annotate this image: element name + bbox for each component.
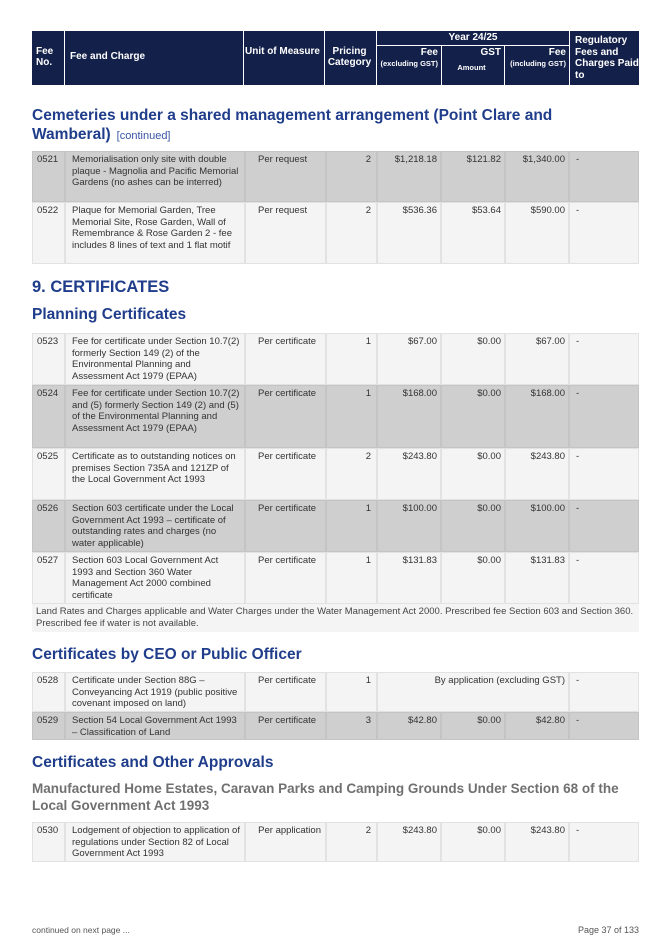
fee-no: 0527 bbox=[32, 552, 65, 604]
unit-of-measure: Per certificate bbox=[245, 552, 326, 604]
fee-incl-gst: $168.00 bbox=[505, 385, 569, 448]
regulatory-paid-to: - bbox=[569, 712, 639, 740]
regulatory-paid-to: - bbox=[569, 333, 639, 385]
gst-amount: $0.00 bbox=[441, 385, 505, 448]
header-year-group bbox=[377, 31, 569, 85]
gst-amount: $0.00 bbox=[441, 712, 505, 740]
fee-description: Certificate under Section 88G – Conveyancing Act 1919 (public positive covenant imposed on land) bbox=[65, 672, 245, 712]
unit-of-measure: Per certificate bbox=[245, 448, 326, 500]
header-gst-label: GST bbox=[480, 47, 501, 58]
unit-of-measure: Per certificate bbox=[245, 333, 326, 385]
table-row bbox=[32, 385, 639, 448]
unit-of-measure: Per request bbox=[245, 151, 326, 202]
fee-description: Section 603 certificate under the Local Government Act 1993 – certificate of outstanding rates and charges (no water applicable) bbox=[65, 500, 245, 552]
table-row bbox=[32, 672, 639, 712]
fee-description: Memorialisation only site with double plaque - Magnolia and Pacific Memorial Gardens (no ashes can be interred) bbox=[65, 151, 245, 202]
fee-description: Lodgement of objection to application of regulations under Section 82 of Local Government Act 1993 bbox=[65, 822, 245, 862]
table-row bbox=[32, 448, 639, 500]
fee-description: Fee for certificate under Section 10.7(2) formerly Section 149 (2) of the Environmental Planning and Assessment Act 1979 (EPAA) bbox=[65, 333, 245, 385]
regulatory-paid-to: - bbox=[569, 552, 639, 604]
header-pricing-category: Pricing Category bbox=[325, 31, 376, 85]
header-fee-incl-label: Fee bbox=[548, 47, 566, 58]
table-row bbox=[32, 202, 639, 264]
footer-continued: continued on next page ... bbox=[32, 925, 130, 935]
gst-amount: $0.00 bbox=[441, 448, 505, 500]
regulatory-paid-to: - bbox=[569, 500, 639, 552]
table-row bbox=[32, 552, 639, 604]
section-title-certificates: 9. CERTIFICATES bbox=[32, 278, 170, 296]
fee-no: 0525 bbox=[32, 448, 65, 500]
fee-description: Section 54 Local Government Act 1993 – Classification of Land bbox=[65, 712, 245, 740]
fee-no: 0526 bbox=[32, 500, 65, 552]
table-row bbox=[32, 712, 639, 740]
table-row bbox=[32, 151, 639, 202]
pricing-category: 1 bbox=[326, 333, 377, 385]
fee-no: 0523 bbox=[32, 333, 65, 385]
header-fee-excl-sub: (excluding GST) bbox=[380, 59, 438, 68]
pricing-category: 3 bbox=[326, 712, 377, 740]
header-fee-excl-label: Fee bbox=[420, 47, 438, 58]
fee-excl-gst: $131.83 bbox=[377, 552, 441, 604]
header-fee-and-charge: Fee and Charge bbox=[65, 31, 243, 85]
subsection-title-ceo: Certificates by CEO or Public Officer bbox=[32, 646, 302, 663]
pricing-category: 2 bbox=[326, 202, 377, 264]
regulatory-paid-to: - bbox=[569, 385, 639, 448]
fee-incl-gst: $100.00 bbox=[505, 500, 569, 552]
header-gst bbox=[442, 46, 504, 85]
header-fee-no: Fee No. bbox=[32, 31, 64, 85]
gst-amount: $121.82 bbox=[441, 151, 505, 202]
header-regulatory: Regulatory Fees and Charges Paid to bbox=[570, 31, 639, 85]
unit-of-measure: Per request bbox=[245, 202, 326, 264]
continued-label: [continued] bbox=[116, 130, 171, 142]
subsection-title-other-approvals: Certificates and Other Approvals bbox=[32, 754, 274, 771]
section-title-cemeteries-text: Cemeteries under a shared management arrangement (Point Clare and Wamberal) bbox=[32, 107, 553, 143]
fee-description: Section 603 Local Government Act 1993 and Section 360 Water Management Act 2000 combined certificate bbox=[65, 552, 245, 604]
fee-excl-gst: $243.80 bbox=[377, 448, 441, 500]
pricing-category: 2 bbox=[326, 822, 377, 862]
regulatory-paid-to: - bbox=[569, 448, 639, 500]
gst-amount: $0.00 bbox=[441, 500, 505, 552]
regulatory-paid-to: - bbox=[569, 202, 639, 264]
unit-of-measure: Per certificate bbox=[245, 712, 326, 740]
fee-description: Fee for certificate under Section 10.7(2) and (5) formerly Section 149 (2) and (5) of the Environmental Planning and Assessment Act 1979 (EPAA) bbox=[65, 385, 245, 448]
pricing-category: 1 bbox=[326, 552, 377, 604]
fee-no: 0528 bbox=[32, 672, 65, 712]
unit-of-measure: Per certificate bbox=[245, 500, 326, 552]
regulatory-paid-to: - bbox=[569, 151, 639, 202]
fee-description: Plaque for Memorial Garden, Tree Memorial Site, Rose Garden, Wall of Remembrance & Rose Garden 2 - fee includes 8 lines of text and 1 flat motif bbox=[65, 202, 245, 264]
header-fee-incl-sub: (including GST) bbox=[510, 59, 566, 68]
fee-excl-gst: $168.00 bbox=[377, 385, 441, 448]
fee-no: 0522 bbox=[32, 202, 65, 264]
table-row bbox=[32, 500, 639, 552]
fee-excl-gst: $1,218.18 bbox=[377, 151, 441, 202]
pricing-category: 2 bbox=[326, 151, 377, 202]
fee-no: 0530 bbox=[32, 822, 65, 862]
gst-amount: $0.00 bbox=[441, 333, 505, 385]
fee-excl-gst: $42.80 bbox=[377, 712, 441, 740]
regulatory-paid-to: - bbox=[569, 672, 639, 712]
fee-incl-gst: $67.00 bbox=[505, 333, 569, 385]
fee-incl-gst: $590.00 bbox=[505, 202, 569, 264]
fee-excl-gst: $243.80 bbox=[377, 822, 441, 862]
header-fee-excl bbox=[377, 46, 441, 85]
unit-of-measure: Per certificate bbox=[245, 385, 326, 448]
section-title-cemeteries bbox=[32, 106, 592, 146]
table-header bbox=[32, 31, 639, 85]
gst-amount: $53.64 bbox=[441, 202, 505, 264]
unit-of-measure: Per application bbox=[245, 822, 326, 862]
fee-excl-gst: $100.00 bbox=[377, 500, 441, 552]
header-unit-of-measure: Unit of Measure bbox=[244, 31, 324, 85]
fee-no: 0529 bbox=[32, 712, 65, 740]
planning-note: Land Rates and Charges applicable and Water Charges under the Water Management Act 2000. Prescribed fee Section 603 and Section 360. Prescribed fee if water is not available. bbox=[32, 604, 639, 632]
fee-excl-gst: $536.36 bbox=[377, 202, 441, 264]
pricing-category: 2 bbox=[326, 448, 377, 500]
fee-incl-gst: $131.83 bbox=[505, 552, 569, 604]
fee-description: Certificate as to outstanding notices on premises Section 735A and 121ZP of the Local Government Act 1993 bbox=[65, 448, 245, 500]
table-row bbox=[32, 822, 639, 862]
header-gst-sub: Amount bbox=[457, 63, 486, 72]
unit-of-measure: Per certificate bbox=[245, 672, 326, 712]
table-row bbox=[32, 333, 639, 385]
gst-amount: $0.00 bbox=[441, 552, 505, 604]
fee-excl-gst: $67.00 bbox=[377, 333, 441, 385]
pricing-category: 1 bbox=[326, 500, 377, 552]
fee-incl-gst: $243.80 bbox=[505, 822, 569, 862]
header-fee-incl bbox=[505, 46, 569, 85]
fee-no: 0521 bbox=[32, 151, 65, 202]
fee-no: 0524 bbox=[32, 385, 65, 448]
fee-by-application: By application (excluding GST) bbox=[377, 672, 569, 712]
fee-incl-gst: $243.80 bbox=[505, 448, 569, 500]
footer-page-number: Page 37 of 133 bbox=[577, 925, 639, 935]
gst-amount: $0.00 bbox=[441, 822, 505, 862]
subsection-title-planning: Planning Certificates bbox=[32, 306, 187, 323]
header-year: Year 24/25 bbox=[377, 31, 569, 45]
fee-incl-gst: $42.80 bbox=[505, 712, 569, 740]
pricing-category: 1 bbox=[326, 385, 377, 448]
fee-incl-gst: $1,340.00 bbox=[505, 151, 569, 202]
regulatory-paid-to: - bbox=[569, 822, 639, 862]
pricing-category: 1 bbox=[326, 672, 377, 712]
subsection-subtitle-manufactured-homes: Manufactured Home Estates, Caravan Parks and Camping Grounds Under Section 68 of the Local Government Act 1993 bbox=[32, 781, 619, 813]
